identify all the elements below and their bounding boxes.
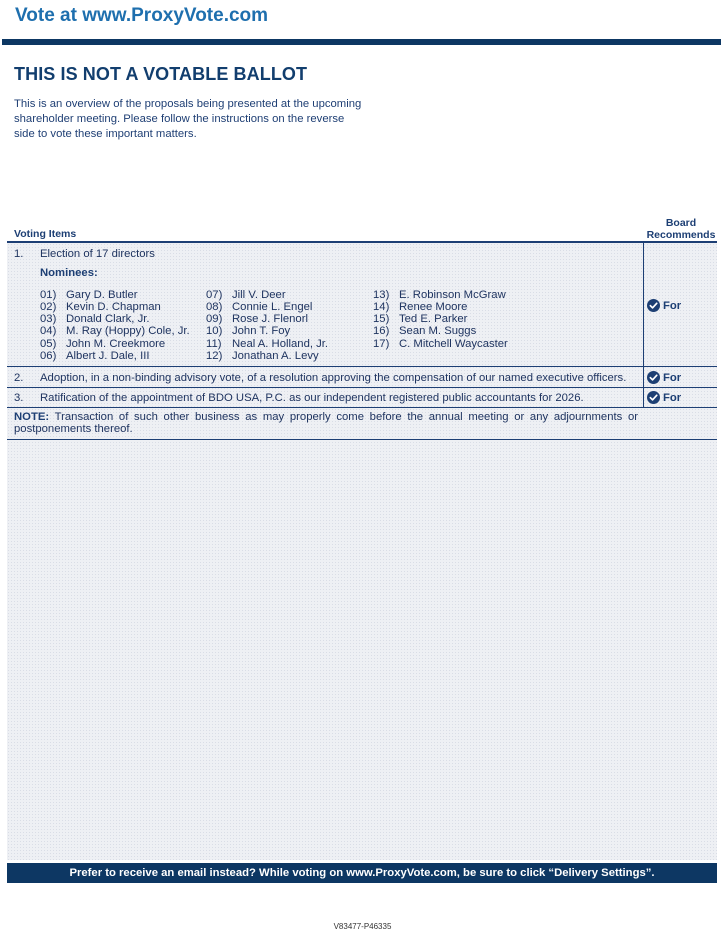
nominee-name: C. Mitchell Waycaster [399,338,508,350]
note [14,411,638,436]
banner-text: Prefer to receive an email instead? While voting on www.ProxyVote.com, be sure to click “Delivery Settings”. [69,867,655,879]
nominee-number: 01) [40,289,57,301]
document-code: V83477-P46335 [333,922,392,931]
recommendation-item-3 [647,390,717,405]
nominee-number: 16) [373,325,390,337]
nominee-number: 05) [40,338,57,350]
nominee-name: Jonathan A. Levy [232,350,319,362]
header-rule [2,39,721,45]
check-circle-icon [647,299,660,312]
recommendation-item-2 [647,370,717,385]
nominee-number: 03) [40,313,57,325]
nominee-number: 07) [206,289,223,301]
row-divider [7,387,717,388]
row-divider [7,439,717,440]
nominee-name: M. Ray (Hoppy) Cole, Jr. [66,325,190,337]
delivery-settings-banner [7,863,717,883]
nominee-name: Albert J. Dale, III [66,350,150,362]
recommendation-item-1 [647,298,717,313]
nominee-name: Neal A. Holland, Jr. [232,338,329,350]
nominee-name: Renee Moore [399,301,468,313]
nominee-name: E. Robinson McGraw [399,289,506,301]
item-number: 2. [14,372,24,384]
row-divider [7,407,717,408]
nominee-name: Donald Clark, Jr. [66,313,150,325]
nominee-number: 10) [206,325,223,337]
nominee-number: 13) [373,289,390,301]
nominee-name: Sean M. Suggs [399,325,477,337]
nominee-number: 06) [40,350,57,362]
row-divider [7,366,717,367]
nominee-number: 09) [206,313,223,325]
nominee-number: 14) [373,301,390,313]
nominee-name: John T. Foy [232,325,291,337]
ballot-heading: THIS IS NOT A VOTABLE BALLOT [14,64,308,84]
board-label-line2: Recommends [646,229,716,241]
nominee-name: Gary D. Butler [66,289,138,301]
nominee-number: 12) [206,350,223,362]
nominee-number: 17) [373,338,390,350]
nominee-name: Jill V. Deer [232,289,286,301]
nominee-number: 15) [373,313,390,325]
note-text: Transaction of such other business as may properly come before the annual meeting or any adjournments or postponements thereof. [14,411,638,436]
nominee-name: Ted E. Parker [399,313,468,325]
intro-text: This is an overview of the proposals being presented at the upcoming shareholder meeting. Please follow the instructions on the reverse side to vote these important matters. [14,98,362,140]
nominee-number: 02) [40,301,57,313]
item-text: Ratification of the appointment of BDO USA, P.C. as our independent registered public accountants for 2026. [40,392,584,404]
item-number: 1. [14,248,24,260]
header-title: Vote at www.ProxyVote.com [15,5,269,26]
recommendation-label: For [663,299,682,312]
nominee-name: Rose J. Flenorl [232,313,308,325]
voting-items-label: Voting Items [14,228,77,240]
nominee-number: 11) [206,338,222,350]
nominee-name: John M. Creekmore [66,338,166,350]
board-label-line1: Board [665,217,697,229]
board-recommends-label [643,217,719,241]
table-column-divider [643,243,644,407]
recommendation-label: For [663,391,682,404]
nominee-number: 04) [40,325,57,337]
note-label: NOTE: [14,411,50,423]
item-number: 3. [14,392,24,404]
item-text: Election of 17 directors [40,248,155,260]
check-circle-icon [647,391,660,404]
check-circle-icon [647,371,660,384]
recommendation-label: For [663,371,682,384]
nominee-name: Kevin D. Chapman [66,301,161,313]
nominee-number: 08) [206,301,223,313]
nominees-label: Nominees: [40,267,98,279]
nominee-name: Connie L. Engel [232,301,313,313]
item-text: Adoption, in a non-binding advisory vote, of a resolution approving the compensation of our named executive officers. [40,372,627,384]
